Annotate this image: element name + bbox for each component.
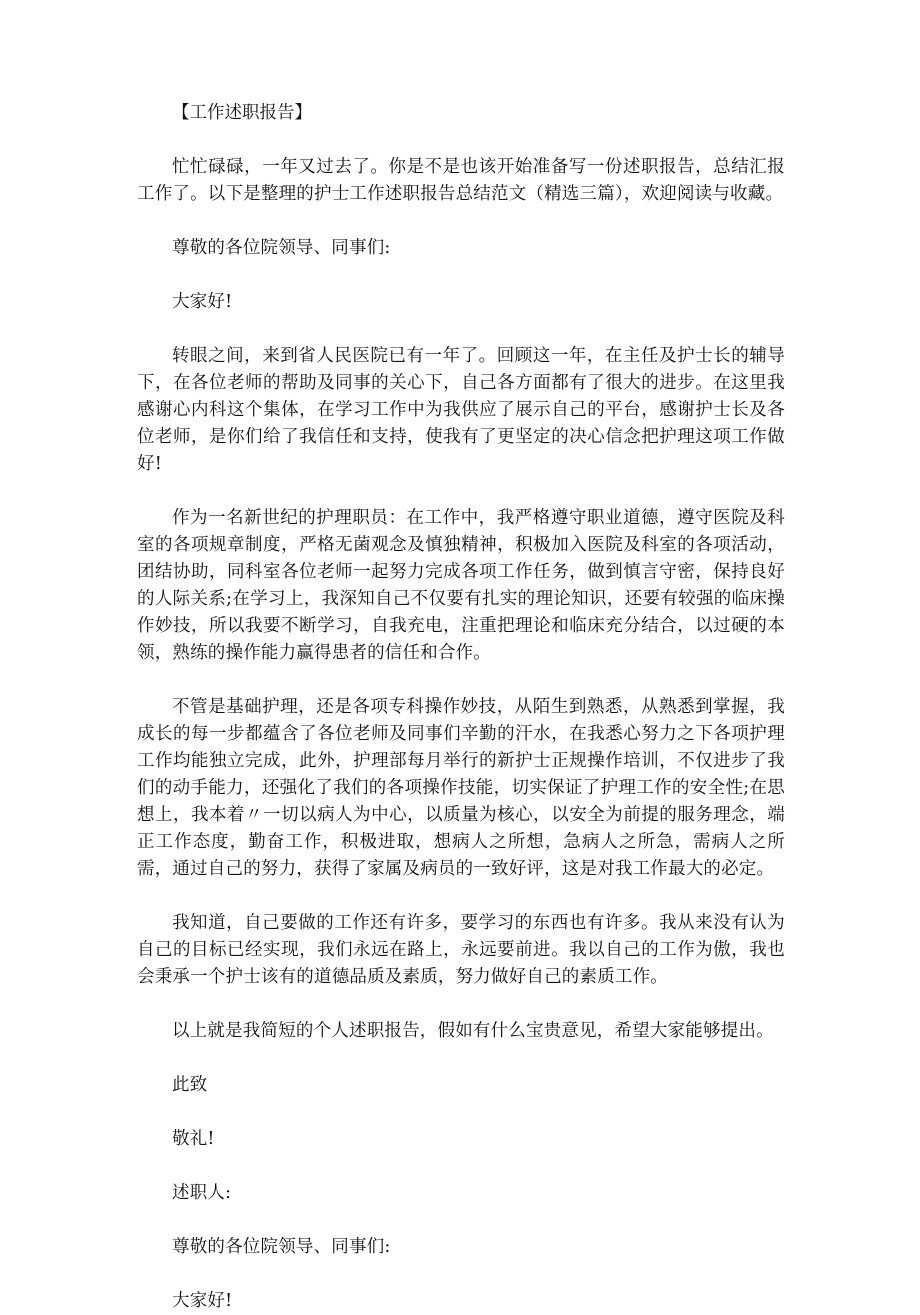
intro-paragraph: 忙忙碌碌，一年又过去了。你是不是也该开始准备写一份述职报告，总结汇报工作了。以下是整理的护士工作述职报告总结范文（精选三篇），欢迎阅读与收藏。 [137,157,785,204]
body-paragraph: 我知道，自己要做的工作还有许多，要学习的东西也有许多。我从来没有认为自己的目标已经实现，我们永远在路上，永远要前进。我以自己的工作为傲，我也会秉承一个护士该有的道德品质及素质，努力做好自己的素质工作。 [137,913,785,987]
body-paragraph: 不管是基础护理，还是各项专科操作妙技，从陌生到熟悉，从熟悉到掌握，我成长的每一步都蕴含了各位老师及同事们辛勤的汗水，在我悉心努力之下各项护理工作均能独立完成，此外，护理部每月举行的新护士正规操作培训，不仅进步了我们的动手能力，还强化了我们的各项操作技能，切实保证了护理工作的安全性;在思想上，我本着〃一切以病人为中心，以质量为核心，以安全为前提的服务理念，端正工作态度，勤奋工作，积极进取，想病人之所想，急病人之所急，需病人之所需，通过自己的努力，获得了家属及病员的一致好评，这是对我工作最大的必定。 [137,697,785,879]
body-paragraph: 作为一名新世纪的护理职员：在工作中，我严格遵守职业道德，遵守医院及科室的各项规章制度，严格无菌观念及慎独精神，积极加入医院及科室的各项活动，团结协助，同科室各位老师一起努力完成各项工作任务，做到慎言守密，保持良好的人际关系;在学习上，我深知自己不仅要有扎实的理论知识，还要有较强的临床操作妙技，所以我要不断学习，自我充电，注重把理论和临床充分结合，以过硬的本领，熟练的操作能力赢得患者的信任和合作。 [137,508,785,663]
closing-paragraph: 以上就是我简短的个人述职报告，假如有什么宝贵意见，希望大家能够提出。 [172,1021,774,1041]
signature-label: 述职人: [172,1183,232,1203]
document-body [137,100,785,1315]
document-title: 【工作述职报告】 [172,103,312,123]
greeting: 大家好! [172,292,233,312]
closing-phrase: 此致 [172,1075,208,1095]
salutation: 尊敬的各位院领导、同事们: [172,1237,391,1257]
greeting: 大家好! [172,1291,233,1311]
body-paragraph: 转眼之间，来到省人民医院已有一年了。回顾这一年，在主任及护士长的辅导下，在各位老师的帮助及同事的关心下，自己各方面都有了很大的进步。在这里我感谢心内科这个集体，在学习工作中为我供应了展示自己的平台，感谢护士长及各位老师，是你们给了我信任和支持，使我有了更坚定的决心信念把护理这项工作做好! [137,346,785,474]
regards: 敬礼! [172,1129,215,1149]
salutation: 尊敬的各位院领导、同事们: [172,238,391,258]
